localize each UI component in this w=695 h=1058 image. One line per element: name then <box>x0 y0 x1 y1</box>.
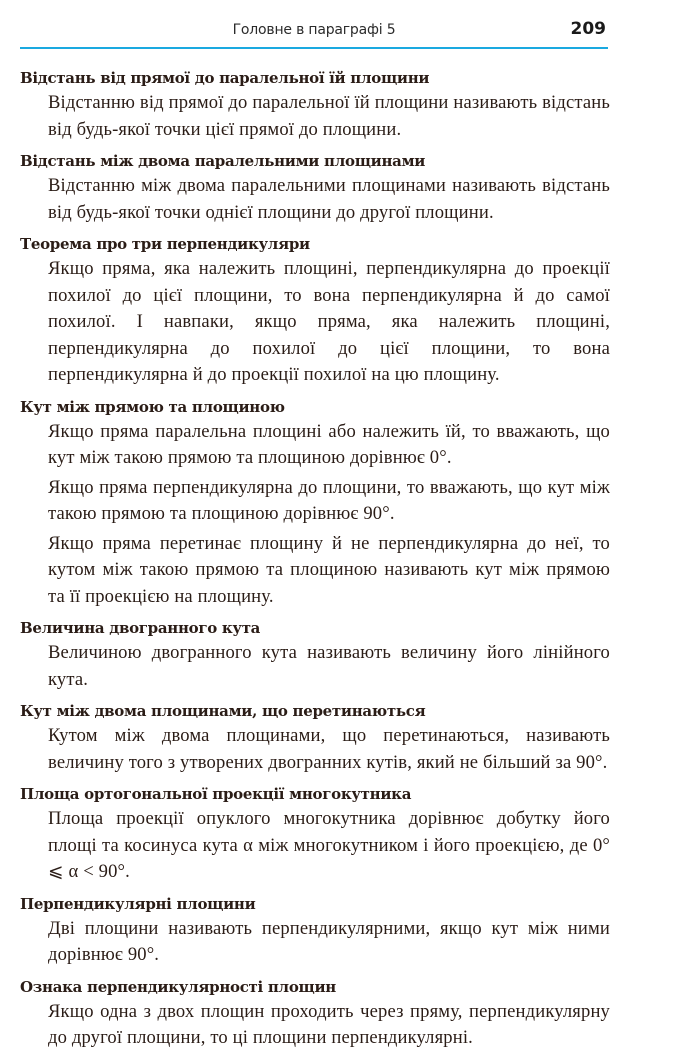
section-orthogonal-projection-area <box>20 782 610 886</box>
section-title: Відстань між двома паралельними площинами <box>20 152 426 170</box>
section-title: Кут між двома площинами, що перетинаються <box>20 702 426 720</box>
section-paragraph: Відстанню від прямої до паралельної їй площини називають відстань від будь-якої точки цієї прямої до площини. <box>48 92 610 140</box>
section-paragraph: Площа проекції опуклого многокутника дорівнює добутку його площі та косинуса кута α між многокутником і його проекцією, де 0° ⩽ α < 90°. <box>48 808 610 882</box>
section-angle-line-plane <box>20 395 610 611</box>
section-angle-between-planes <box>20 699 610 776</box>
section-title: Величина двогранного кута <box>20 619 261 637</box>
section-paragraph: Відстанню між двома паралельними площинами називають відстань від будь-якої точки однієї площини до другої площини. <box>48 175 610 223</box>
section-three-perpendiculars <box>20 232 610 389</box>
section-paragraph: Дві площини називають перпендикулярними, якщо кут між ними дорівнює 90°. <box>48 917 610 965</box>
section-dihedral-angle <box>20 616 610 693</box>
section-title: Відстань від прямої до паралельної їй площини <box>20 69 430 87</box>
section-title: Перпендикулярні площини <box>20 894 256 913</box>
section-paragraph: Величиною двогранного кута називають величину його лінійного кута. <box>48 642 610 690</box>
section-title: Кут між прямою та площиною <box>20 397 285 416</box>
section-paragraph: Кутом між двома площинами, що перетинаються, називають величину того з утворених двогранних кутів, який не більший за 90°. <box>48 725 610 773</box>
page-header <box>20 14 608 49</box>
section-distance-parallel-planes <box>20 149 610 226</box>
section-paragraph: Якщо одна з двох площин проходить через пряму, перпендикулярну до другої площини, то ці площини перпендикулярні. <box>48 1000 610 1048</box>
running-head-title: Головне в параграфі 5 <box>232 22 396 38</box>
section-title: Теорема про три перпендикуляри <box>20 235 310 253</box>
section-distance-line-plane <box>20 66 610 143</box>
section-paragraph: Якщо пряма паралельна площині або належить їй, то вважають, що кут між такою прямою та площиною дорівнює 0°. <box>48 420 610 468</box>
section-title: Ознака перпендикулярності площин <box>20 977 336 996</box>
section-paragraph: Якщо пряма, яка належить площині, перпендикулярна до проекції похилої до цієї площини, то вона перпендикулярна й до самої похилої. І навпаки, якщо пряма, яка належить площині, перпендикулярна до похилої до цієї площини, то вона перпендикулярна й до проекції похилої на цю площину. <box>48 258 610 385</box>
section-perpendicularity-criterion <box>20 975 610 1052</box>
summary-content <box>20 66 610 1058</box>
section-paragraph: Якщо пряма перпендикулярна до площини, то вважають, що кут між такою прямою та площиною дорівнює 90°. <box>48 476 610 524</box>
section-paragraph: Якщо пряма перетинає площину й не перпендикулярна до неї, то кутом між такою прямою та площиною називають кут між прямою та її проекцією на площину. <box>48 532 610 607</box>
page-number: 209 <box>570 19 606 39</box>
section-title: Площа ортогональної проекції многокутника <box>20 785 412 803</box>
section-perpendicular-planes <box>20 892 610 969</box>
